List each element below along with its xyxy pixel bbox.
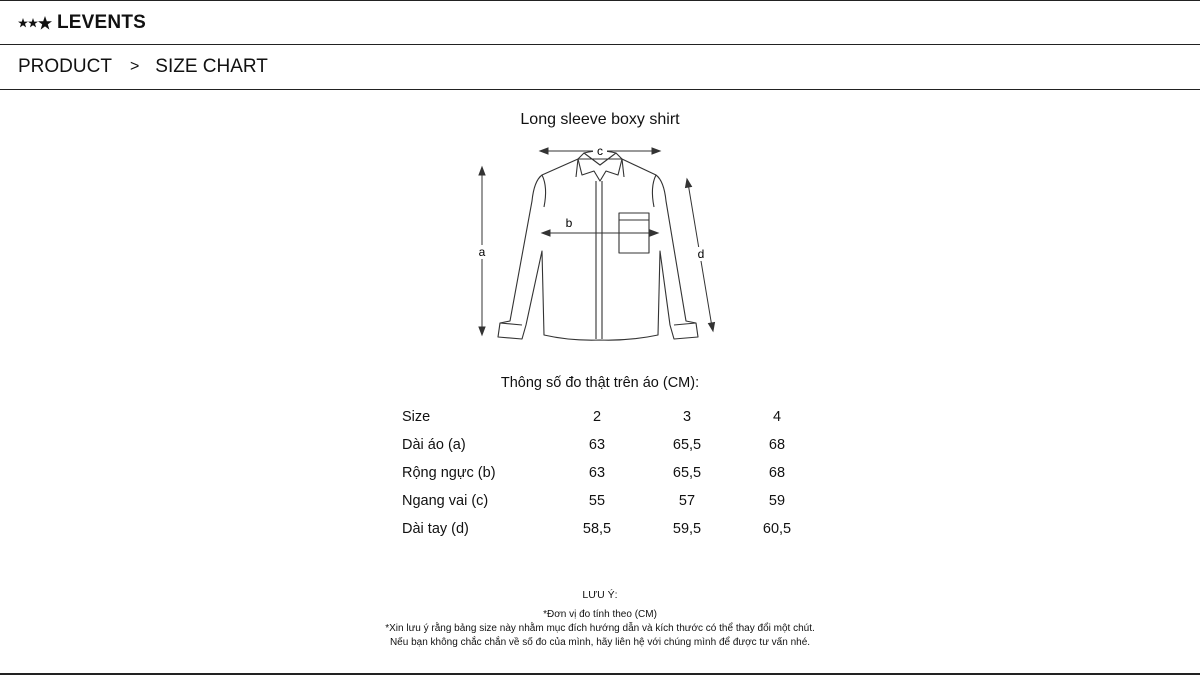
breadcrumb — [0, 45, 1200, 90]
notes — [0, 588, 1200, 650]
header-cell: 4 — [772, 409, 782, 425]
table-cell: 65,5 — [672, 437, 702, 453]
table-row — [395, 459, 822, 487]
breadcrumb-size-chart: SIZE CHART — [155, 56, 268, 77]
table-cell: 55 — [588, 493, 606, 509]
table-cell: 63 — [588, 465, 606, 481]
table-row — [395, 515, 822, 543]
note-line: *Xin lưu ý rằng bảng size này nhằm mục đích hướng dẫn và kích thước có thể thay đổi một chút. — [385, 623, 815, 634]
top-bar — [0, 1, 1200, 45]
table-cell: 59,5 — [672, 521, 702, 537]
brand-logo[interactable] — [18, 12, 146, 34]
shirt-outline — [498, 159, 698, 340]
note-line: *Đơn vị đo tính theo (CM) — [543, 609, 657, 620]
header-cell: Size — [402, 409, 431, 425]
size-table — [395, 403, 822, 543]
header-cell: 3 — [682, 409, 692, 425]
diagram-title: Long sleeve boxy shirt — [520, 111, 680, 128]
stars-icon — [18, 16, 56, 30]
notes-title: LƯU Ý: — [582, 589, 618, 601]
header-cell: 2 — [592, 409, 602, 425]
note-line: Nếu bạn không chắc chắn về số đo của mình, hãy liên hệ với chúng mình để được tư vấn nhé. — [389, 637, 811, 648]
breadcrumb-separator: > — [129, 58, 140, 75]
table-cell: 59 — [768, 493, 786, 509]
size-chart-content — [0, 91, 1200, 675]
breadcrumb-product[interactable]: PRODUCT — [18, 56, 112, 77]
label-c: c — [597, 144, 603, 158]
table-cell: 57 — [678, 493, 696, 509]
table-cell: 68 — [768, 437, 786, 453]
shirt-diagram — [470, 141, 730, 351]
row-label: Dài áo (a) — [402, 437, 466, 453]
table-cell: 63 — [588, 437, 606, 453]
table-cell: 65,5 — [672, 465, 702, 481]
label-d: d — [697, 247, 705, 261]
row-label: Dài tay (d) — [402, 521, 469, 537]
table-cell: 58,5 — [582, 521, 612, 537]
row-label: Rộng ngực (b) — [402, 465, 496, 481]
table-row — [395, 487, 822, 515]
table-row — [395, 431, 822, 459]
row-label: Ngang vai (c) — [402, 493, 489, 509]
label-a: a — [478, 245, 486, 259]
table-cell: 60,5 — [762, 521, 792, 537]
brand-name: LEVENTS — [57, 11, 147, 33]
label-b: b — [565, 216, 573, 230]
table-title: Thông số đo thật trên áo (CM): — [500, 375, 700, 391]
table-header-row — [395, 403, 822, 431]
table-cell: 68 — [768, 465, 786, 481]
